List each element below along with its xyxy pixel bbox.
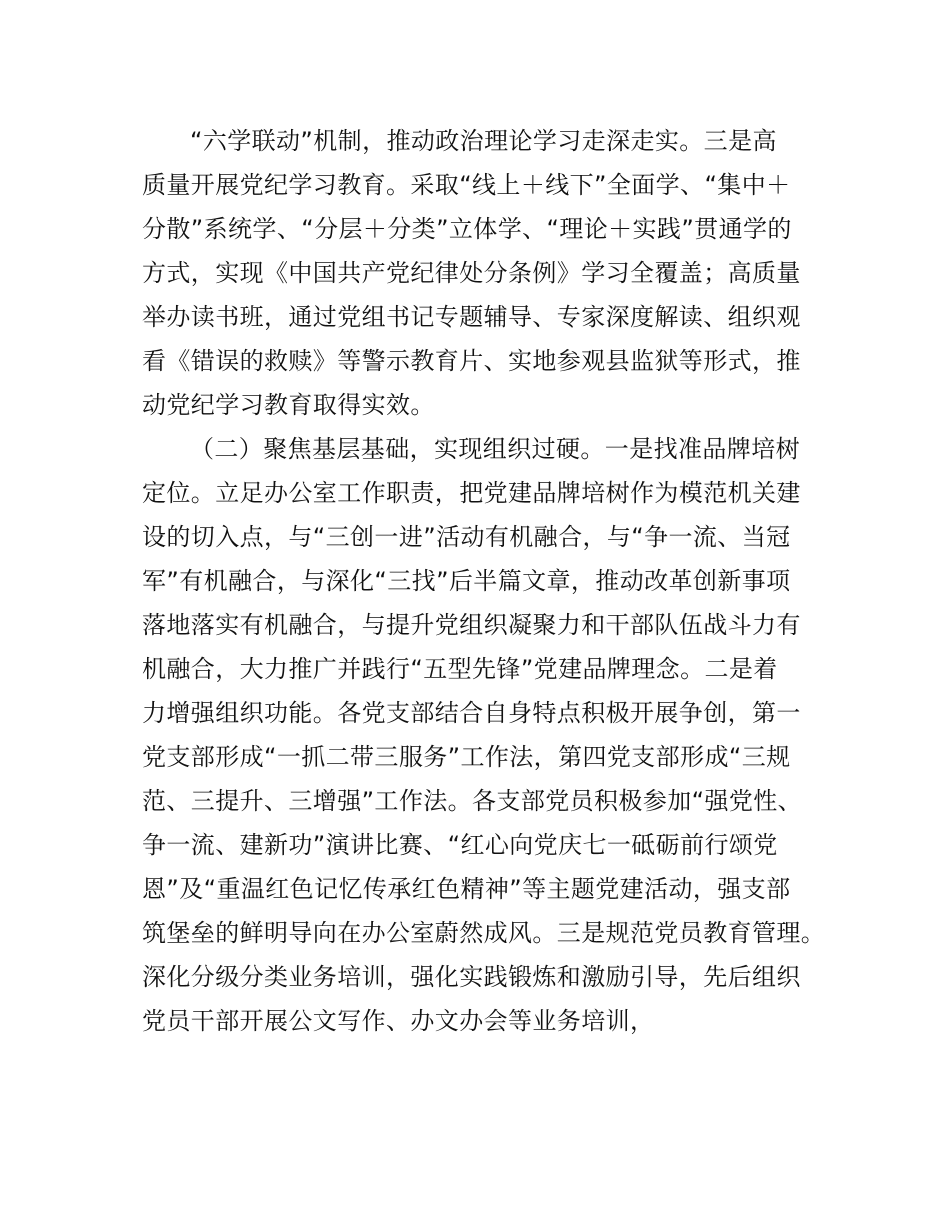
paragraph-2-line-1: （二）聚焦基层基础，实现组织过硬。一是找准品牌培树 (190, 435, 800, 463)
paragraph-2-line-2: 定位。立足办公室工作职责，把党建品牌培树作为模范机关建 (142, 479, 801, 507)
document-body (142, 119, 830, 1043)
paragraph-2-line-6: 机融合，大力推广并践行“五型先锋”党建品牌理念。二是着 (142, 655, 778, 683)
paragraph-1-line-6: 看《错误的救赎》等警示教育片、实地参观县监狱等形式，推 (142, 347, 801, 375)
paragraph-2-line-14: 党员干部开展公文写作、办文办会等业务培训， (142, 1007, 655, 1035)
paragraph-2-line-3: 设的切入点，与“三创一进”活动有机融合，与“争一流、当冠 (142, 523, 791, 551)
paragraph-1-line-5: 举办读书班，通过党组书记专题辅导、专家深度解读、组织观 (142, 303, 801, 331)
paragraph-2 (142, 427, 830, 1043)
paragraph-2-line-7: 力增强组织功能。各党支部结合自身特点积极开展争创，第一 (142, 699, 801, 727)
paragraph-2-line-8: 党支部形成“一抓二带三服务”工作法，第四党支部形成“三规 (142, 743, 791, 771)
paragraph-1-line-3: 分散”系统学、“分层＋分类”立体学、“理论＋实践”贯通学的 (142, 215, 792, 243)
paragraph-1-line-2: 质量开展党纪学习教育。采取“线上＋线下”全面学、“集中＋ (142, 171, 791, 199)
paragraph-2-line-12: 筑堡垒的鲜明导向在办公室蔚然成风。三是规范党员教育管理。 (142, 919, 826, 947)
paragraph-1-line-4: 方式，实现《中国共产党纪律处分条例》学习全覆盖；高质量 (142, 259, 801, 287)
paragraph-2-line-9: 范、三提升、三增强”工作法。各支部党员积极参加“强党性、 (142, 787, 803, 815)
paragraph-1-line-1: “六学联动”机制，推动政治理论学习走深走实。三是高 (190, 127, 777, 155)
paragraph-2-line-5: 落地落实有机融合，与提升党组织凝聚力和干部队伍战斗力有 (142, 611, 801, 639)
paragraph-2-line-10: 争一流、建新功”演讲比赛、“红心向党庆七一砥砺前行颂党 (142, 831, 778, 859)
paragraph-2-line-4: 军”有机融合，与深化“三找”后半篇文章，推动改革创新事项 (142, 567, 791, 595)
paragraph-2-line-11: 恩”及“重温红色记忆传承红色精神”等主题党建活动，强支部 (142, 875, 791, 903)
paragraph-1 (142, 119, 830, 427)
paragraph-1-line-7: 动党纪学习教育取得实效。 (142, 391, 435, 419)
paragraph-2-line-13: 深化分级分类业务培训，强化实践锻炼和激励引导，先后组织 (142, 963, 801, 991)
